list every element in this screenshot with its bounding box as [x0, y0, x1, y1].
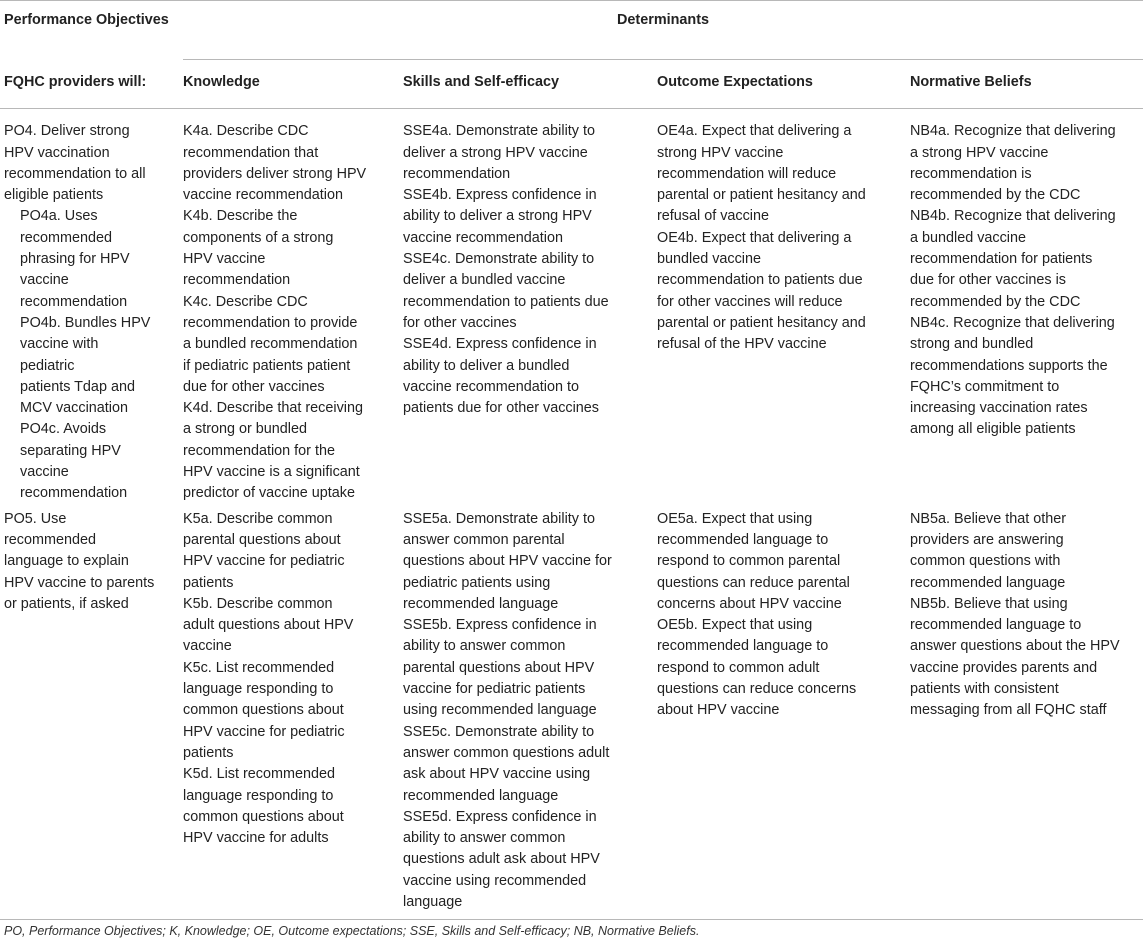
- cell-text-line: recommended language: [910, 574, 1066, 591]
- cell-text-line: vaccine recommendation: [183, 187, 343, 204]
- cell-text-line: NB5a. Believe that other: [910, 510, 1066, 527]
- cell-text-line: HPV vaccine for pediatric: [183, 553, 345, 570]
- cell-text-line: vaccine: [20, 272, 69, 289]
- cell-text-line: refusal of the HPV vaccine: [657, 336, 827, 353]
- cell-text-line: recommendation: [403, 165, 511, 182]
- cell-text-line: parental or patient hesitancy and: [657, 187, 866, 204]
- cell-text-line: recommendation: [20, 293, 128, 310]
- cell-text-line: language to explain: [4, 553, 129, 570]
- cell-text-line: SSE4a. Demonstrate ability to: [403, 123, 595, 140]
- cell-text-line: OE5a. Expect that using: [657, 510, 813, 527]
- cell-text-line: recommended language to: [910, 617, 1082, 634]
- performance-objective-cell: [0, 505, 183, 920]
- cell-text-line: recommended: [20, 229, 112, 246]
- cell-text-line: deliver a bundled vaccine: [403, 272, 566, 289]
- cell-text-line: SSE5c. Demonstrate ability to: [403, 723, 595, 740]
- cell-text-line: common questions about: [183, 702, 344, 719]
- cell-text-line: common questions about: [183, 808, 344, 825]
- cell-text-line: a bundled vaccine: [910, 229, 1027, 246]
- cell-text-line: PO4b. Bundles HPV: [20, 314, 151, 331]
- cell-text-line: NB4a. Recognize that delivering: [910, 123, 1116, 140]
- cell-text-line: among all eligible patients: [910, 421, 1076, 438]
- cell-text-line: adult questions about HPV: [183, 617, 354, 634]
- knowledge-cell: [183, 505, 403, 920]
- cell-text-line: K4c. Describe CDC: [183, 293, 308, 310]
- cell-text-line: deliver a strong HPV vaccine: [403, 144, 588, 161]
- header-outcome-expectations: Outcome Expectations: [657, 74, 813, 90]
- cell-text-line: PO5. Use: [4, 510, 67, 527]
- cell-text-line: about HPV vaccine: [657, 702, 780, 719]
- header-performance-objectives: Performance Objectives: [4, 12, 169, 28]
- cell-text-line: SSE5b. Express confidence in: [403, 617, 597, 634]
- cell-text-line: vaccine: [183, 638, 232, 655]
- cell-text-line: HPV vaccine is a significant: [183, 464, 360, 481]
- normative-beliefs-cell: [910, 109, 1143, 505]
- cell-text-line: FQHC’s commitment to: [910, 378, 1060, 395]
- outcome-expectations-cell: [657, 505, 910, 920]
- cell-text-line: HPV vaccine to parents: [4, 574, 155, 591]
- cell-text-line: recommended language: [403, 595, 559, 612]
- cell-text-line: HPV vaccination: [4, 144, 110, 161]
- cell-text-line: questions can reduce concerns: [657, 681, 857, 698]
- cell-text-line: language responding to: [183, 681, 334, 698]
- knowledge-cell: [183, 109, 403, 505]
- cell-text-line: recommended: [4, 531, 96, 548]
- cell-text-line: phrasing for HPV: [20, 251, 130, 268]
- header-normative-beliefs: Normative Beliefs: [910, 74, 1032, 90]
- header-knowledge: Knowledge: [183, 74, 260, 90]
- cell-text-line: recommendation for patients: [910, 251, 1093, 268]
- cell-text-line: HPV vaccine for adults: [183, 830, 329, 847]
- cell-text-line: patients with consistent: [910, 681, 1059, 698]
- normative-beliefs-cell: [910, 505, 1143, 920]
- cell-text-line: answer common parental: [403, 531, 565, 548]
- cell-text-line: recommendation to all: [4, 165, 146, 182]
- cell-text-line: a bundled recommendation: [183, 336, 358, 353]
- cell-text-line: a strong or bundled: [183, 421, 308, 438]
- cell-text-line: providers are answering: [910, 531, 1064, 548]
- cell-text-line: vaccine provides parents and: [910, 659, 1098, 676]
- cell-text-line: patients Tdap and: [20, 378, 135, 395]
- cell-text-line: parental questions about HPV: [403, 659, 595, 676]
- cell-text-line: due for other vaccines: [183, 378, 325, 395]
- cell-text-line: recommended by the CDC: [910, 187, 1081, 204]
- cell-text-line: patients: [183, 744, 234, 761]
- cell-text-line: parental questions about: [183, 531, 341, 548]
- cell-text-line: predictor of vaccine uptake: [183, 485, 355, 502]
- cell-text-line: SSE4d. Express confidence in: [403, 336, 597, 353]
- cell-text-line: due for other vaccines is: [910, 272, 1066, 289]
- cell-text-line: K4d. Describe that receiving: [183, 400, 363, 417]
- cell-text-line: pediatric patients using: [403, 574, 551, 591]
- cell-text-line: bundled vaccine: [657, 251, 762, 268]
- table-footnote: PO, Performance Objectives; K, Knowledge; OE, Outcome expectations; SSE, Skills and Self-efficacy; NB, Normative Beliefs.: [4, 924, 700, 938]
- cell-text-line: K5d. List recommended: [183, 766, 335, 783]
- cell-text-line: recommendation for the: [183, 442, 335, 459]
- cell-text-line: using recommended language: [403, 702, 597, 719]
- cell-text-line: strong HPV vaccine: [657, 144, 784, 161]
- cell-text-line: increasing vaccination rates: [910, 400, 1088, 417]
- cell-text-line: NB5b. Believe that using: [910, 595, 1068, 612]
- cell-text-line: answer questions about the HPV: [910, 638, 1120, 655]
- cell-text-line: OE4b. Expect that delivering a: [657, 229, 852, 246]
- cell-text-line: a strong HPV vaccine: [910, 144, 1049, 161]
- cell-text-line: NB4c. Recognize that delivering: [910, 314, 1115, 331]
- cell-text-line: OE4a. Expect that delivering a: [657, 123, 852, 140]
- cell-text-line: parental or patient hesitancy and: [657, 314, 866, 331]
- cell-text-line: K4b. Describe the: [183, 208, 298, 225]
- cell-text-line: respond to common parental: [657, 553, 841, 570]
- cell-text-line: patients due for other vaccines: [403, 400, 599, 417]
- table-row: [0, 505, 1143, 920]
- cell-text-line: respond to common adult: [657, 659, 820, 676]
- cell-text-line: recommendations supports the: [910, 357, 1108, 374]
- cell-text-line: PO4a. Uses: [20, 208, 98, 225]
- cell-text-line: K5a. Describe common: [183, 510, 333, 527]
- cell-text-line: patients: [183, 574, 234, 591]
- header-row-1: [0, 1, 1143, 60]
- cell-text-line: recommended language to: [657, 531, 829, 548]
- skills-self-efficacy-cell: [403, 109, 657, 505]
- cell-text-line: HPV vaccine: [183, 251, 266, 268]
- cell-text-line: for other vaccines will reduce: [657, 293, 843, 310]
- cell-text-line: HPV vaccine for pediatric: [183, 723, 345, 740]
- cell-text-line: OE5b. Expect that using: [657, 617, 813, 634]
- cell-text-line: vaccine: [20, 464, 69, 481]
- cell-text-line: questions adult ask about HPV: [403, 851, 600, 868]
- performance-objective-cell: [0, 109, 183, 505]
- cell-text-line: recommendation: [20, 485, 128, 502]
- cell-text-line: answer common questions adult: [403, 744, 610, 761]
- cell-text-line: NB4b. Recognize that delivering: [910, 208, 1116, 225]
- cell-text-line: vaccine with: [20, 336, 99, 353]
- header-row-2: [0, 60, 1143, 109]
- cell-text-line: separating HPV: [20, 442, 121, 459]
- cell-text-line: recommendation that: [183, 144, 319, 161]
- cell-text-line: recommended by the CDC: [910, 293, 1081, 310]
- cell-text-line: if pediatric patients patient: [183, 357, 351, 374]
- cell-text-line: strong and bundled: [910, 336, 1034, 353]
- cell-text-line: PO4. Deliver strong: [4, 123, 130, 140]
- cell-text-line: ability to answer common: [403, 638, 566, 655]
- cell-text-line: messaging from all FQHC staff: [910, 702, 1107, 719]
- outcome-expectations-cell: [657, 109, 910, 505]
- cell-text-line: recommended language to: [657, 638, 829, 655]
- cell-text-line: recommendation: [183, 272, 291, 289]
- cell-text-line: SSE4c. Demonstrate ability to: [403, 251, 595, 268]
- cell-text-line: eligible patients: [4, 187, 104, 204]
- skills-self-efficacy-cell: [403, 505, 657, 920]
- cell-text-line: questions can reduce parental: [657, 574, 850, 591]
- header-providers-will: FQHC providers will:: [4, 73, 147, 90]
- cell-text-line: or patients, if asked: [4, 595, 129, 612]
- cell-text-line: refusal of vaccine: [657, 208, 769, 225]
- cell-text-line: SSE4b. Express confidence in: [403, 187, 597, 204]
- cell-text-line: MCV vaccination: [20, 400, 128, 417]
- cell-text-line: K5c. List recommended: [183, 659, 335, 676]
- cell-text-line: components of a strong: [183, 229, 334, 246]
- cell-text-line: vaccine using recommended: [403, 872, 587, 889]
- cell-text-line: vaccine recommendation: [403, 229, 563, 246]
- cell-text-line: SSE5d. Express confidence in: [403, 808, 597, 825]
- header-determinants: Determinants: [183, 1, 1143, 60]
- header-skills-self-efficacy: Skills and Self-efficacy: [403, 74, 559, 90]
- cell-text-line: recommendation to provide: [183, 314, 358, 331]
- cell-text-line: concerns about HPV vaccine: [657, 595, 842, 612]
- cell-text-line: vaccine for pediatric patients: [403, 681, 586, 698]
- cell-text-line: vaccine recommendation to: [403, 378, 579, 395]
- cell-text-line: recommendation is: [910, 165, 1032, 182]
- cell-text-line: language: [403, 893, 463, 910]
- cell-text-line: providers deliver strong HPV: [183, 165, 367, 182]
- cell-text-line: K5b. Describe common: [183, 595, 333, 612]
- cell-text-line: for other vaccines: [403, 314, 517, 331]
- cell-text-line: K4a. Describe CDC: [183, 123, 309, 140]
- cell-text-line: language responding to: [183, 787, 334, 804]
- cell-text-line: ability to answer common: [403, 830, 566, 847]
- cell-text-line: questions about HPV vaccine for: [403, 553, 612, 570]
- cell-text-line: ability to deliver a bundled: [403, 357, 570, 374]
- cell-text-line: recommended language: [403, 787, 559, 804]
- cell-text-line: SSE5a. Demonstrate ability to: [403, 510, 595, 527]
- table-row: [0, 109, 1143, 505]
- cell-text-line: recommendation to patients due: [657, 272, 863, 289]
- cell-text-line: ability to deliver a strong HPV: [403, 208, 592, 225]
- cell-text-line: recommendation to patients due: [403, 293, 609, 310]
- cell-text-line: PO4c. Avoids: [20, 421, 107, 438]
- cell-text-line: ask about HPV vaccine using: [403, 766, 591, 783]
- cell-text-line: recommendation will reduce: [657, 165, 837, 182]
- cell-text-line: pediatric: [20, 357, 75, 374]
- cell-text-line: common questions with: [910, 553, 1061, 570]
